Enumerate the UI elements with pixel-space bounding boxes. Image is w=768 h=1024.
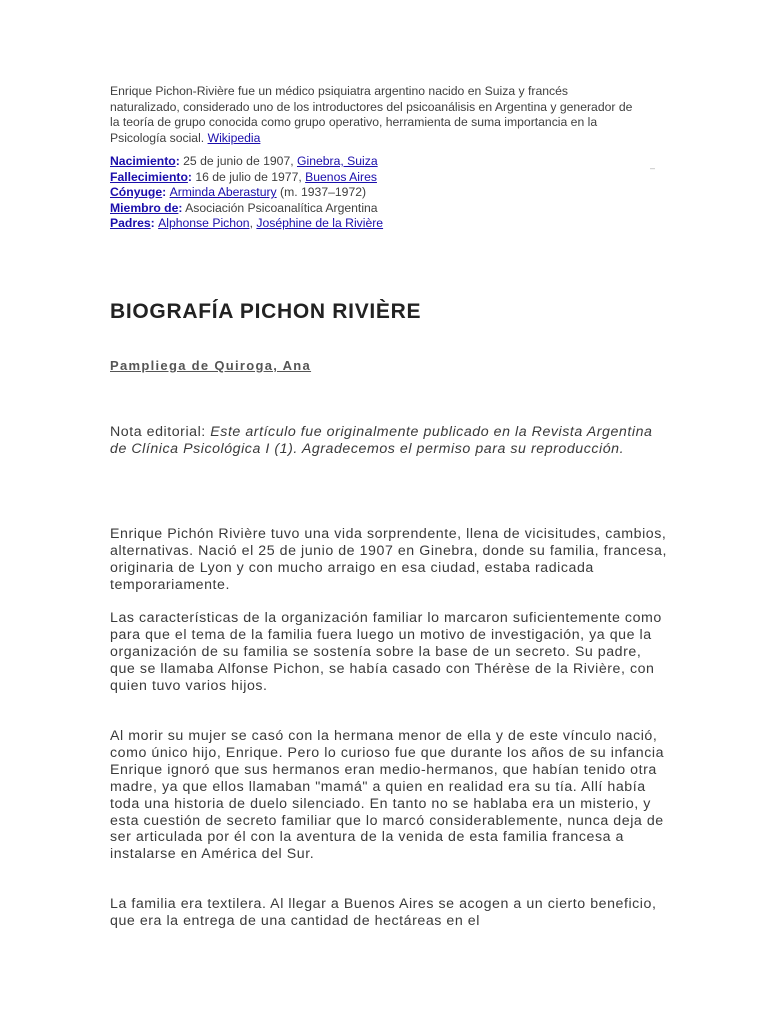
father-link[interactable]: Alphonse Pichon [158,216,250,230]
fact-birth [110,154,530,170]
article-paragraph-4: La familia era textilera. Al llegar a Buenos Aires se acogen a un cierto beneficio, que era la entrega de una cantidad de hectáreas en el [110,896,657,929]
parents-colon: : [150,216,159,230]
member-label-link[interactable]: Miembro de [110,200,179,215]
fact-parents [110,216,530,232]
death-date: 16 de julio de 1977, [191,169,306,184]
mother-link[interactable]: Joséphine de la Rivière [256,216,384,230]
death-place-link[interactable]: Buenos Aires [305,169,377,184]
birth-label-link[interactable]: Nacimiento [110,154,176,168]
parents-separator: , [249,216,257,230]
stray-mark: ‒ [650,163,656,173]
article-paragraph-2: Las características de la organización familiar lo marcaron suficientemente como para que el tema de la familia fuera luego un motivo de investigación, ya que la organización de su familia se sostenía sobre la base de un secreto. Su padre, que se llamaba Alfonse Pichon, se había casado con Thérèse de la Rivière, con quien tuvo varios hijos. [110,610,662,694]
article-paragraph-3: Al morir su mujer se casó con la hermana menor de ella y de este vínculo nació, como único hijo, Enrique. Pero lo curioso fue que durante los años de su infancia Enrique ignoró que sus hermanos eran medio-hermanos, que habían tenido otra madre, ya que ellos llamaban "mamá" a quien en realidad era su tía. Allí había toda una historia de duelo silenciado. En tanto no se hablaba era un misterio, y esta cuestión de secreto familiar que lo marcó considerablemente, nunca deja de ser articulada por él con la aventura de la venida de esta familia francesa a instalarse en América del Sur. [110,728,665,863]
fact-member [110,201,530,217]
editorial-note [110,424,670,458]
member-colon: : [178,200,183,215]
article-author: Pampliega de Quiroga, Ana [110,358,312,373]
spouse-label-link[interactable]: Cónyuge [110,185,163,199]
spouse-years: (m. 1937–1972) [276,185,367,199]
death-colon: : [187,169,192,184]
editorial-note-label: Nota editorial: [110,424,211,440]
editorial-note-text: Este artículo fue originalmente publicado en la Revista Argentina de Clínica Psicológica I (1). Agradecemos el permiso para su reproducción. [110,424,653,457]
intro-text: Enrique Pichon-Rivière fue un médico psiquiatra argentino nacido en Suiza y francés naturalizado, considerado uno de los introductores del psicoanálisis en Argentina y generador de la teoría de grupo conocida como grupo operativo, herramienta de suma importancia en la Psicología social. [110,84,633,145]
article-title: BIOGRAFÍA PICHON RIVIÈRE [110,300,422,323]
spouse-name-link[interactable]: Arminda Aberastury [169,185,277,199]
birth-colon: : [175,154,180,168]
article-paragraph-1: Enrique Pichón Rivière tuvo una vida sorprendente, llena de vicisitudes, cambios, alternativas. Nació el 25 de junio de 1907 en Ginebra, donde su familia, francesa, originaria de Lyon y con mucho arraigo en esa ciudad, estaba radicada temporariamente. [110,526,667,593]
intro-summary [110,84,640,146]
fact-death [110,170,530,186]
member-value: Asociación Psicoanalítica Argentina [182,200,378,215]
infobox-facts [110,154,530,232]
birth-place-link[interactable]: Ginebra, Suiza [297,154,378,168]
fact-spouse [110,185,530,201]
spouse-colon: : [162,185,170,199]
death-label-link[interactable]: Fallecimiento [110,169,188,184]
wikipedia-link[interactable]: Wikipedia [207,130,261,145]
birth-date: 25 de junio de 1907, [179,154,297,168]
parents-label-link[interactable]: Padres [110,216,151,230]
